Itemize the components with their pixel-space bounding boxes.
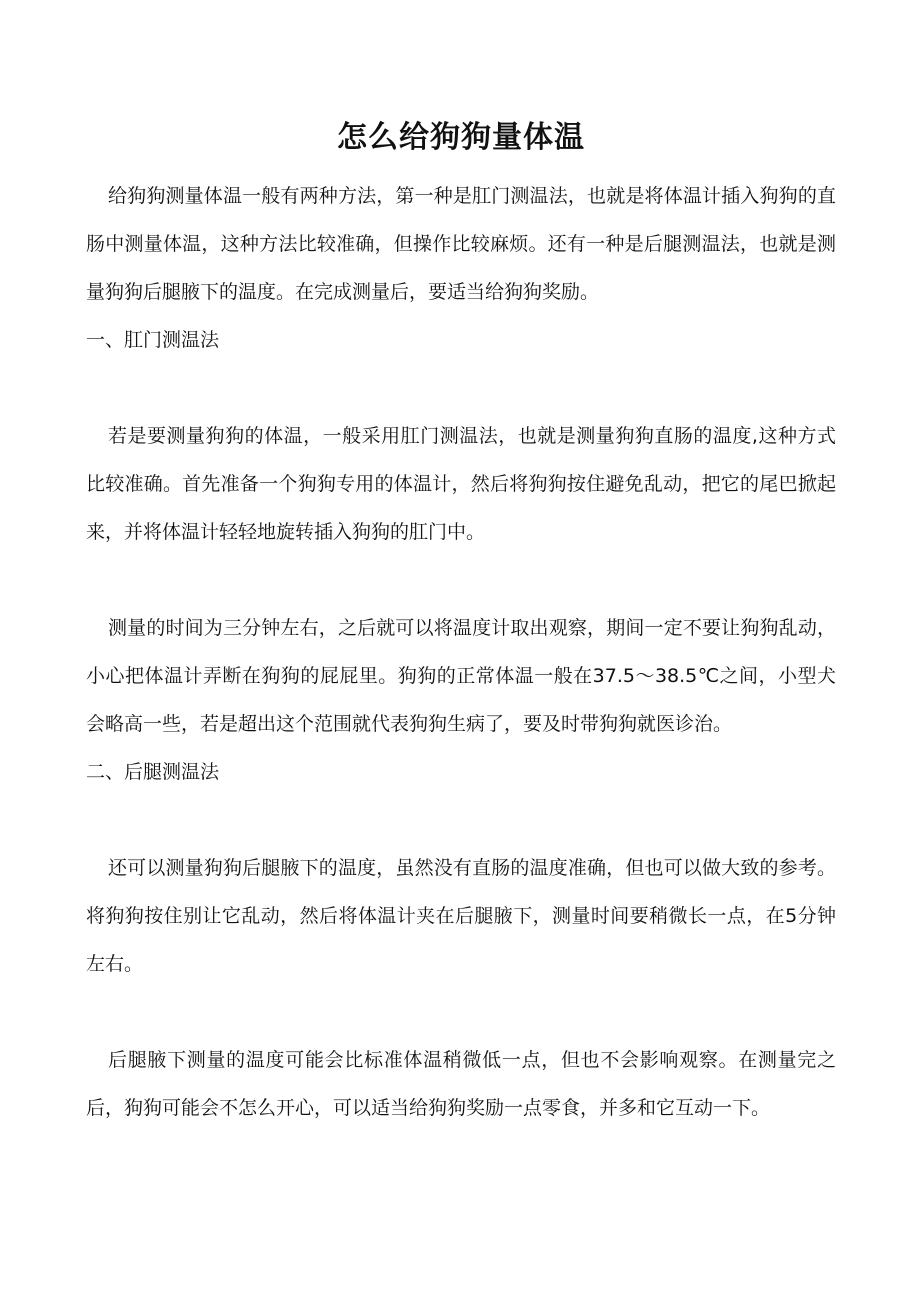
section2-paragraph-1: 还可以测量狗狗后腿腋下的温度，虽然没有直肠的温度准确，但也可以做大致的参考。将狗狗按住别让它乱动，然后将体温计夹在后腿腋下，测量时间要稍微长一点，在5分钟左右。 [86, 857, 836, 975]
paragraph-spacer [86, 796, 836, 844]
paragraph-spacer [86, 556, 836, 604]
document-title: 怎么给狗狗量体温 [337, 120, 585, 155]
section2-paragraph-2: 后腿腋下测量的温度可能会比标准体温稍微低一点，但也不会影响观察。在测量完之后，狗狗可能会不怎么开心，可以适当给狗狗奖励一点零食，并多和它互动一下。 [86, 1049, 836, 1119]
paragraph-spacer [86, 364, 836, 412]
section-heading-hind-leg-method: 二、后腿测温法 [86, 761, 220, 783]
section1-paragraph-1: 若是要测量狗狗的体温，一般采用肛门测温法，也就是测量狗狗直肠的温度,这种方式比较准确。首先准备一个狗狗专用的体温计，然后将狗狗按住避免乱动，把它的尾巴掀起来，并将体温计轻轻地旋转插入狗狗的肛门中。 [86, 425, 836, 543]
intro-paragraph: 给狗狗测量体温一般有两种方法，第一种是肛门测温法，也就是将体温计插入狗狗的直肠中测量体温，这种方法比较准确，但操作比较麻烦。还有一种是后腿测温法，也就是测量狗狗后腿腋下的温度。在完成测量后，要适当给狗狗奖励。 [86, 185, 836, 303]
paragraph-spacer [86, 988, 836, 1036]
section-heading-anal-method: 一、肛门测温法 [86, 329, 220, 351]
section1-paragraph-2: 测量的时间为三分钟左右，之后就可以将温度计取出观察，期间一定不要让狗狗乱动，小心把体温计弄断在狗狗的屁屁里。狗狗的正常体温一般在37.5～38.5℃之间，小型犬会略高一些，若是超出这个范围就代表狗狗生病了，要及时带狗狗就医诊治。 [86, 617, 836, 735]
